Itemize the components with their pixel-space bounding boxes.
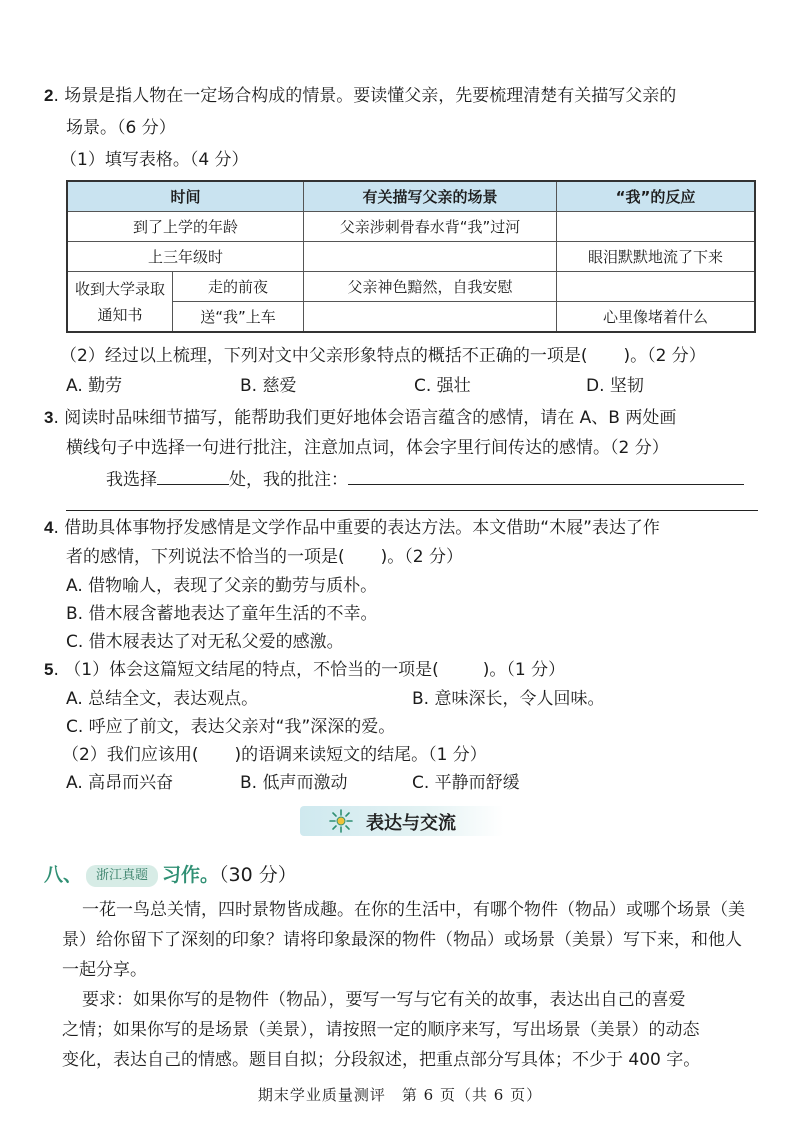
answer-cell[interactable] <box>303 302 556 333</box>
q3-number: 3 <box>44 408 54 427</box>
q2-sub2 <box>60 344 706 368</box>
table-cell: 心里像堵着什么 <box>556 302 755 333</box>
table-cell: 父亲神色黯然，自我安慰 <box>303 272 556 302</box>
answer-cell[interactable] <box>556 272 755 302</box>
answer-cell[interactable] <box>556 212 755 242</box>
section-banner <box>300 806 504 836</box>
q3-text-1: . 阅读时品味细节描写，能帮助我们更好地体会语言蕴含的感情，请在 A、B 两处画 <box>53 408 677 428</box>
q5-option[interactable]: C. 平静而舒缓 <box>412 773 520 793</box>
q3-choose-label: 我选择 <box>106 470 157 490</box>
table-cell: 父亲涉刺骨春水背“我”过河 <box>303 212 556 242</box>
q2-sub1: （1）填写表格。（4 分） <box>60 150 249 170</box>
q4-line1 <box>44 516 660 540</box>
q4-text-2-end: )。（2 分） <box>380 547 463 567</box>
q8-p1-line: 一起分享。 <box>62 960 147 980</box>
q8-heading <box>44 862 297 888</box>
table-header: “我”的反应 <box>556 181 755 212</box>
page-footer: 期末学业质量测评 第 6 页（共 6 页） <box>257 1086 543 1104</box>
source-tag: 浙江真题 <box>86 865 158 887</box>
table-header-row <box>67 181 755 212</box>
table-header: 有关描写父亲的场景 <box>303 181 556 212</box>
q5-option[interactable]: A. 总结全文，表达观点。 <box>66 689 259 709</box>
q4-text-2: 者的感情，下列说法不恰当的一项是( <box>66 547 345 567</box>
table-header: 时间 <box>67 181 303 212</box>
q2-option[interactable]: A. 勤劳 <box>66 376 123 396</box>
q8-p1-line: 景）给你留下了深刻的印象？请将印象最深的物件（物品）或场景（美景）写下来，和他人 <box>62 930 742 950</box>
q5-option[interactable]: C. 呼应了前文，表达父亲对“我”深深的爱。 <box>66 717 396 737</box>
q8-p2-line: 变化，表达自己的情感。题目自拟；分段叙述，把重点部分写具体；不少于 400 字。 <box>62 1050 701 1070</box>
table-group-cell: 收到大学录取通知书 <box>67 272 173 333</box>
scene-table <box>66 180 756 333</box>
sparkle-icon <box>328 809 354 833</box>
q5-sub2-text: （2）我们应该用( <box>62 745 199 765</box>
q5-option[interactable]: B. 意味深长，令人回味。 <box>412 689 605 709</box>
q2-number: 2 <box>44 86 54 105</box>
table-cell: 走的前夜 <box>173 272 304 302</box>
q5-number: 5 <box>44 660 54 679</box>
section-title: 表达与交流 <box>366 813 456 834</box>
answer-cell[interactable] <box>303 242 556 272</box>
q5-line1 <box>44 658 565 682</box>
q8-number: 八、 <box>44 864 83 886</box>
q4-line2 <box>66 545 463 569</box>
q4-number: 4 <box>44 518 54 537</box>
q5-text-1: . （1）体会这篇短文结尾的特点，不恰当的一项是( <box>53 660 439 680</box>
q5-sub2 <box>62 743 487 767</box>
note-blank[interactable] <box>348 466 744 485</box>
q5-sub2-end: )的语调来读短文的结尾。（1 分） <box>234 745 487 765</box>
table-row <box>67 272 755 302</box>
q4-option[interactable]: A. 借物喻人，表现了父亲的勤劳与质朴。 <box>66 576 378 596</box>
q2-option[interactable]: B. 慈爱 <box>240 376 297 396</box>
q3-line1 <box>44 406 676 430</box>
q8-p2-line: 之情；如果你写的是场景（美景），请按照一定的顺序来写，写出场景（美景）的动态 <box>62 1020 700 1040</box>
q2-option[interactable]: D. 坚韧 <box>586 376 644 396</box>
q4-option[interactable]: C. 借木屐表达了对无私父爱的感激。 <box>66 632 344 652</box>
q5-option[interactable]: A. 高昂而兴奋 <box>66 773 174 793</box>
q2-sub2-end: )。（2 分） <box>623 346 706 366</box>
table-row <box>67 212 755 242</box>
q2-text-1: . 场景是指人物在一定场合构成的情景。要读懂父亲，先要梳理清楚有关描写父亲的 <box>53 86 677 106</box>
q5-text-1-end: )。（1 分） <box>482 660 566 680</box>
q2-line1 <box>44 84 676 108</box>
q3-answer-line <box>106 466 744 492</box>
q3-note-label: 处，我的批注： <box>229 470 348 490</box>
q8-title: 习作。 <box>162 864 220 886</box>
q4-text-1: . 借助具体事物抒发感情是文学作品中重要的表达方法。本文借助“木屐”表达了作 <box>53 518 660 538</box>
q3-text-2: 横线句子中选择一句进行批注，注意加点词，体会字里行间传达的感情。（2 分） <box>66 438 669 458</box>
q8-score: （30 分） <box>219 864 297 886</box>
table-cell: 上三年级时 <box>67 242 303 272</box>
table-cell: 眼泪默默地流了下来 <box>556 242 755 272</box>
q8-p2-line: 要求：如果你写的是物件（物品），要写一写与它有关的故事，表达出自己的喜爱 <box>82 990 686 1010</box>
table-cell: 到了上学的年龄 <box>67 212 303 242</box>
q5-option[interactable]: B. 低声而激动 <box>240 773 348 793</box>
q8-p1-line: 一花一鸟总关情，四时景物皆成趣。在你的生活中，有哪个物件（物品）或哪个场景（美 <box>82 900 745 920</box>
choice-blank[interactable] <box>157 466 229 485</box>
q2-option[interactable]: C. 强壮 <box>414 376 471 396</box>
q4-option[interactable]: B. 借木屐含蓄地表达了童年生活的不幸。 <box>66 604 378 624</box>
q2-text-2: 场景。（6 分） <box>66 118 176 138</box>
table-cell: 送“我”上车 <box>173 302 304 333</box>
table-row <box>67 242 755 272</box>
q2-sub2-text: （2）经过以上梳理，下列对文中父亲形象特点的概括不正确的一项是( <box>60 346 588 366</box>
note-blank-line-2[interactable] <box>66 510 758 511</box>
